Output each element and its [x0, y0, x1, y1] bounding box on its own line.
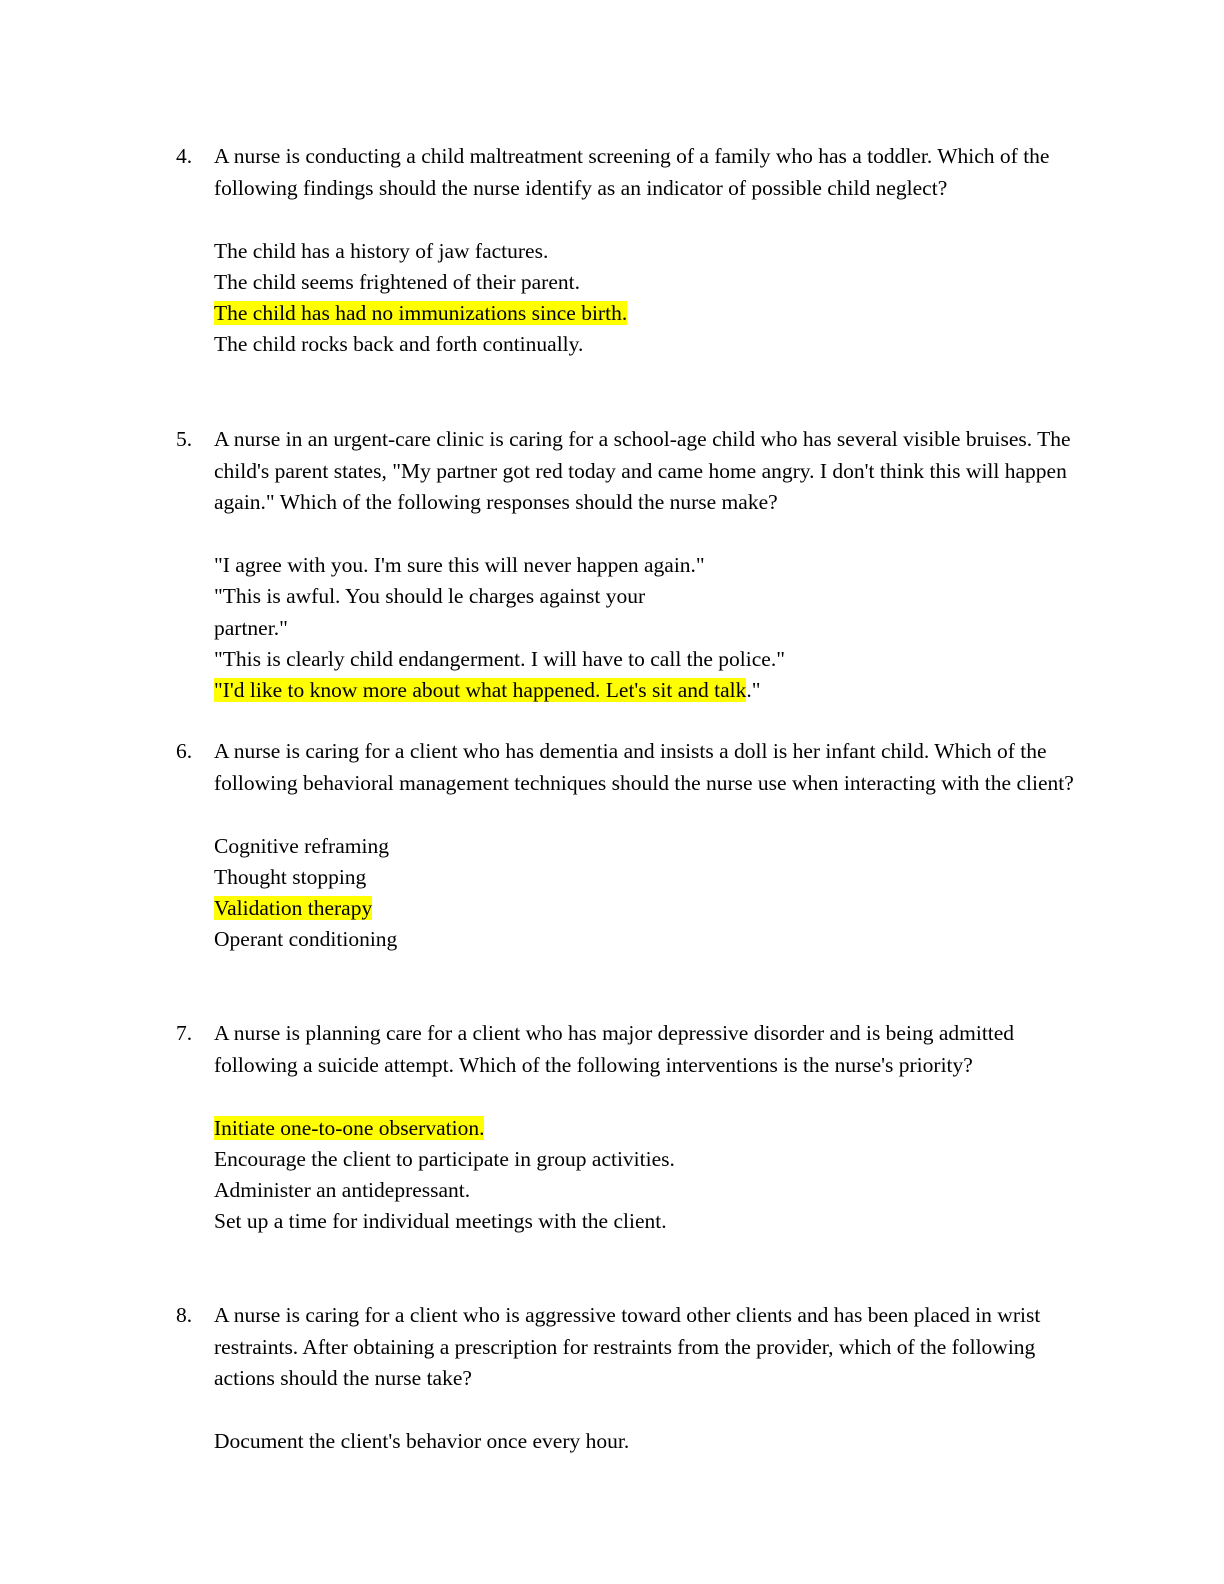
question-6 [176, 736, 1076, 956]
question-number: 4. [176, 144, 193, 168]
answer-option: The child seems frightened of their parent. [214, 269, 580, 294]
answer-options [214, 236, 1076, 361]
question-number: 6. [176, 739, 193, 763]
answer-option: The child rocks back and forth continually. [214, 332, 584, 357]
question-stem: A nurse is planning care for a client who has major depressive disorder and is being admitted following a suicide attempt. Which of the following interventions is the nurse's priority? [214, 1021, 1015, 1077]
answer-options [214, 1426, 1076, 1457]
answer-option: Cognitive reframing [214, 833, 389, 858]
question-7 [176, 1018, 1076, 1238]
highlighted-answer: "I'd like to know more about what happened. Let's sit and talk [214, 678, 747, 703]
answer-option: "This is awful. You should le charges against your partner." [214, 584, 646, 640]
answer-option: Administer an antidepressant. [214, 1178, 471, 1203]
answer-option-highlighted [214, 893, 1076, 924]
question-stem: A nurse is caring for a client who is aggressive toward other clients and has been placed in wrist restraints. After obtaining a prescription for restraints from the provider, which of the following actions should the nurse take? [214, 1303, 1041, 1390]
answer-option: Operant conditioning [214, 927, 398, 952]
answer-options [214, 831, 1076, 956]
answer-option-highlighted [214, 298, 1076, 329]
highlighted-answer: Initiate one-to-one observation. [214, 1115, 485, 1140]
question-stem: A nurse in an urgent-care clinic is caring for a school-age child who has several visible bruises. The child's parent states, "My partner got red today and came home angry. I don't think this will happen again." Which of the following responses should the nurse make? [214, 427, 1071, 514]
answer-option: Thought stopping [214, 864, 367, 889]
question-number: 8. [176, 1303, 193, 1327]
answer-option: Set up a time for individual meetings with the client. [214, 1209, 667, 1234]
answer-option: The child has a history of jaw factures. [214, 238, 549, 263]
question-stem: A nurse is conducting a child maltreatment screening of a family who has a toddler. Which of the following findings should the nurse identify as an indicator of possible child neglect? [214, 144, 1050, 200]
answer-option: "This is clearly child endangerment. I will have to call the police." [214, 646, 785, 671]
answer-option: "I agree with you. I'm sure this will never happen again." [214, 553, 705, 577]
answer-option-highlighted [214, 1113, 1076, 1144]
highlighted-answer: Validation therapy [214, 896, 373, 921]
answer-options [214, 1113, 1076, 1238]
highlighted-answer: The child has had no immunizations since birth. [214, 301, 628, 326]
answer-option-highlighted: "I'd like to know more about what happened. Let's sit and talk." [214, 678, 761, 703]
answer-option: Encourage the client to participate in group activities. [214, 1146, 675, 1171]
question-8 [176, 1300, 1076, 1457]
question-4 [176, 141, 1076, 361]
question-number: 5. [176, 427, 193, 451]
question-stem: A nurse is caring for a client who has dementia and insists a doll is her infant child. Which of the following behavioral management techniques should the nurse use when interacting with the client? [214, 739, 1074, 795]
question-5 [176, 424, 1076, 706]
answer-options [214, 550, 1076, 706]
question-number: 7. [176, 1021, 193, 1045]
answer-option: Document the client's behavior once every hour. [214, 1429, 630, 1453]
